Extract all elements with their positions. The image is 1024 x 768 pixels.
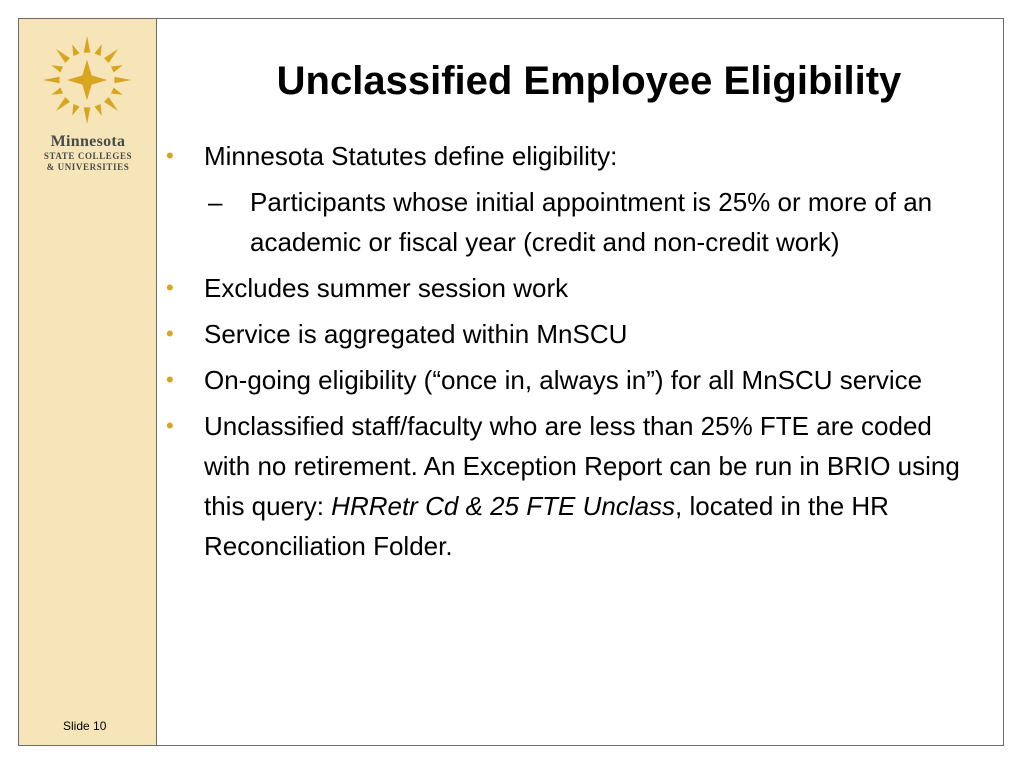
bullet-text: Service is aggregated within MnSCU (204, 319, 628, 349)
bullet-marker: • (166, 275, 174, 300)
minnesota-star-icon (41, 34, 133, 126)
logo-subtitle: STATE COLLEGES (43, 151, 133, 161)
list-item (164, 136, 976, 176)
star-ray-icon (114, 77, 131, 84)
star-ray-icon (84, 36, 91, 53)
bullet-text: Minnesota Statutes define eligibility: (204, 141, 618, 171)
star-ray-icon (72, 44, 79, 56)
slide-number: Slide 10 (63, 719, 107, 733)
star-ray-icon (84, 107, 91, 124)
sidebar (19, 19, 157, 745)
star-ray-icon (51, 65, 63, 72)
star-ray-icon (72, 104, 79, 116)
bullet-marker: • (166, 367, 174, 392)
logo-text (19, 133, 157, 173)
logo-subtitle-2: & UNIVERSITIES (46, 162, 130, 172)
bullet-text-start: Unclassified staff/faculty who are less than 25% FTE are coded with no retirement. An Exception Report can be run in BRIO using this query: (204, 411, 960, 521)
list-item (164, 360, 976, 400)
sub-list-item (164, 182, 976, 262)
bullet-text: Excludes summer session work (204, 273, 569, 303)
slide-title: Unclassified Employee Eligibility (276, 59, 902, 103)
bullet-text (204, 411, 960, 561)
bullet-marker: • (166, 413, 174, 438)
logo-name: Minnesota (50, 133, 126, 150)
star-ray-icon (56, 49, 70, 63)
star-ray-icon (104, 97, 118, 111)
star-ray-icon (111, 87, 123, 94)
star-ray-icon (56, 97, 70, 111)
star-ray-icon (43, 77, 60, 84)
star-ray-icon (51, 87, 63, 94)
star-ray-icon (94, 44, 101, 56)
star-ray-icon (104, 49, 118, 63)
query-name: HRRetr Cd & 25 FTE Unclass (331, 491, 676, 521)
bullet-text: On-going eligibility (“once in, always in”) for all MnSCU service (204, 365, 923, 395)
list-item (164, 268, 976, 308)
star-ray-icon (94, 104, 101, 116)
bullet-marker: • (166, 143, 174, 168)
dash-marker: – (208, 187, 223, 217)
bullet-marker: • (166, 321, 174, 346)
slide-content (164, 136, 976, 572)
list-item (164, 314, 976, 354)
sub-bullet-text: Participants whose initial appointment is 25% or more of an academic or fiscal year (credit and non-credit work) (250, 187, 933, 257)
star-ray-icon (111, 65, 123, 72)
bullet-text-end: , located in the HR Reconciliation Folder. (204, 491, 889, 561)
list-item (164, 406, 976, 566)
